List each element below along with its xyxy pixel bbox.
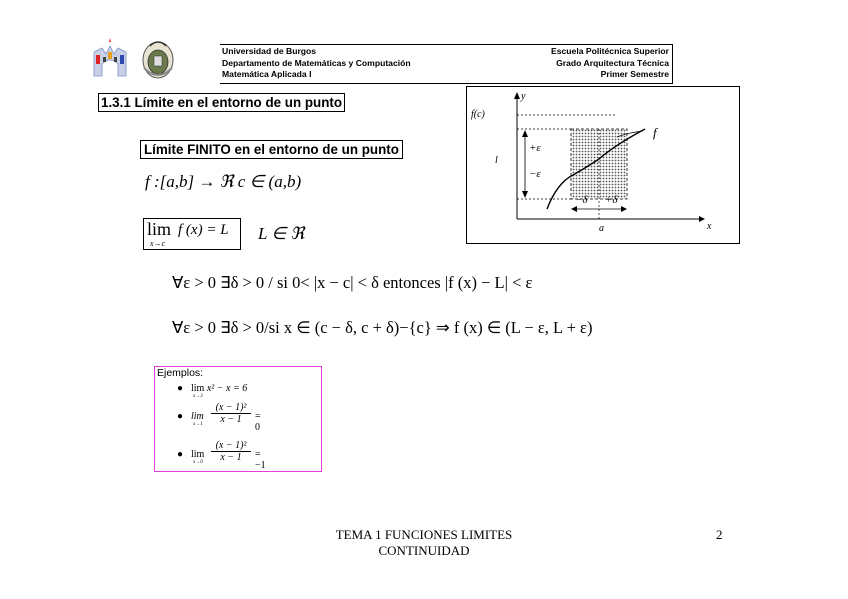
L-label: l [495,155,498,166]
footer-line-1: TEMA 1 FUNCIONES LIMITES [335,527,513,542]
header-area: Matemática Aplicada I [222,69,312,80]
f-label: f [653,125,657,140]
example-2: ● lim x→1 (x − 1)² x − 1 = 0 [177,402,261,433]
neighbourhood-definition: ∀ε > 0 ∃δ > 0/si x ∈ (c − δ, c + δ)−{c} ⇒ f (x) ∈ (L − ε, L + ε) [172,318,593,337]
example-lim: lim [191,449,205,460]
y-axis-label: y [521,91,526,102]
example-fraction: (x − 1)² x − 1 [211,440,251,463]
subsection-title: Límite FINITO en el entorno de un punto [140,140,403,159]
examples-label: Ejemplos: [157,367,204,379]
limit-figure [466,86,740,244]
lim-expression: f (x) = L [178,222,229,238]
example-3: ● lim x→0 (x − 1)² x − 1 = −1 [177,440,266,471]
university-logos [92,38,182,80]
plus-delta-label: +δ [605,194,618,206]
function-definition: f :[a,b] → ℜ c ∈ (a,b) [145,172,302,191]
examples-box [154,366,322,472]
lim-word: lim [147,219,172,239]
L-in-R: L ∈ ℜ [258,224,305,243]
x-axis-label: x [707,221,712,232]
header-semester: Primer Semestre [600,69,669,80]
header-department: Departamento de Matemáticas y Computación [222,57,411,68]
neighbourhood-region [571,129,627,199]
example-expr: x² − x = 6 [206,383,248,394]
header-right [551,46,669,81]
section-title: 1.3.1 Límite en el entorno de un punto [98,93,345,112]
ubu-logo-icon [94,38,126,76]
minus-eps-label: −ε [529,168,541,180]
footer-line-2: CONTINUIDAD [378,543,470,558]
header-school: Escuela Politécnica Superior [551,46,669,56]
header-left [222,46,411,81]
lim-subscript: x→c [150,239,166,248]
example-lim: lim [191,411,204,422]
document-header [220,44,673,84]
page-number: 2 [716,527,723,542]
epsilon-delta-definition: ∀ε > 0 ∃δ > 0 / si 0< |x − c| < δ entonces |f (x) − L| < ε [172,273,533,292]
crest-logo-icon [143,42,173,78]
example-fraction: (x − 1)² x − 1 [211,402,251,425]
bullet-icon: ● [177,411,184,422]
bullet-icon: ● [177,383,184,394]
example-lim: lim [191,383,205,394]
a-label: a [599,223,604,234]
header-degree: Grado Arquitectura Técnica [556,57,669,68]
fc-label: f(c) [471,109,485,120]
minus-delta-label: −δ [575,194,588,206]
example-sub: x→3 [193,394,203,399]
plus-eps-label: +ε [529,142,541,154]
limit-box [143,218,241,250]
header-university: Universidad de Burgos [222,46,317,56]
example-1 [177,383,248,399]
example-sub: x→1 [193,422,203,427]
bullet-icon: ● [177,449,184,460]
footer [300,527,548,559]
example-sub: x→0 [193,460,203,465]
